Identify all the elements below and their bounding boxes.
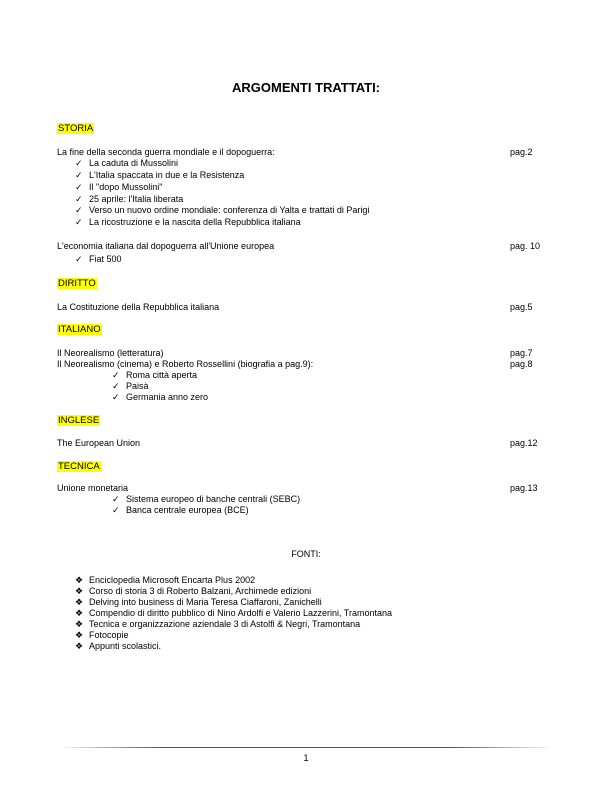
list-item: ❖ Tecnica e organizzazione aziendale 3 di Astolfi & Negri, Tramontana (75, 619, 361, 629)
page-ref: pag. 10 (510, 241, 541, 251)
list-item: ✓ Il "dopo Mussolini" (75, 182, 163, 192)
list-item: ✓ L'Italia spaccata in due e la Resistenza (75, 170, 245, 180)
checkmark-icon: ✓ (112, 381, 120, 391)
page-title: ARGOMENTI TRATTATI: (231, 80, 381, 95)
diamond-bullet-icon: ❖ (75, 597, 84, 607)
page-ref: pag.8 (510, 359, 533, 369)
diamond-bullet-icon: ❖ (75, 586, 84, 596)
topic-text: La fine della seconda guerra mondiale e il dopoguerra: (57, 147, 275, 157)
section-heading-tecnica: TECNICA (58, 461, 100, 472)
list-item: ✓ Roma città aperta (112, 370, 198, 380)
list-item: ❖ Compendio di diritto pubblico di Nino Ardolfi e Valerio Lazzerini, Tramontana (75, 608, 392, 618)
list-item: ✓ Germania anno zero (112, 392, 209, 402)
list-item: ✓ Sistema europeo di banche centrali (SEBC) (112, 494, 301, 504)
topic-text: La Costituzione della Repubblica italiana (57, 302, 220, 312)
page-ref: pag.12 (510, 438, 538, 448)
page-ref: pag.13 (510, 483, 538, 493)
diamond-bullet-icon: ❖ (75, 575, 84, 585)
topic-text: Unione monetaria (57, 483, 129, 493)
checkmark-icon: ✓ (112, 392, 120, 402)
section-heading-inglese: INGLESE (58, 415, 100, 426)
list-item: ✓ La ricostruzione e la nascita della Repubblica italiana (75, 217, 301, 227)
list-item: ❖ Appunti scolastici. (75, 641, 162, 651)
topic-text: L'economia italiana dal dopoguerra all'Unione europea (57, 241, 275, 251)
page-ref: pag.7 (510, 348, 533, 358)
topic-text: Il Neorealismo (cinema) e Roberto Rossellini (biografia a pag.9): (57, 359, 314, 369)
checkmark-icon: ✓ (75, 182, 83, 192)
list-item: ✓ Verso un nuovo ordine mondiale: conferenza di Yalta e trattati di Parigi (75, 205, 370, 215)
section-heading-diritto: DIRITTO (58, 278, 96, 289)
diamond-bullet-icon: ❖ (75, 619, 84, 629)
list-item: ❖ Enciclopedia Microsoft Encarta Plus 2002 (75, 575, 256, 585)
list-item: ✓ Banca centrale europea (BCE) (112, 505, 249, 515)
topic-text: The European Union (57, 438, 141, 448)
page-ref: pag.5 (510, 302, 533, 312)
diamond-bullet-icon: ❖ (75, 630, 84, 640)
checkmark-icon: ✓ (75, 205, 83, 215)
list-item: ✓ Paisà (112, 381, 149, 391)
diamond-bullet-icon: ❖ (75, 641, 84, 651)
page-ref: pag.2 (510, 147, 533, 157)
list-item: ❖ Corso di storia 3 di Roberto Balzani, Archimede edizioni (75, 586, 312, 596)
list-item: ✓ La caduta di Mussolini (75, 158, 179, 168)
list-item: ❖ Fotocopie (75, 630, 129, 640)
checkmark-icon: ✓ (75, 170, 83, 180)
topic-text: Il Neorealismo (letteratura) (57, 348, 164, 358)
list-item: ✓ 25 aprile: l'Italia liberata (75, 194, 184, 204)
checkmark-icon: ✓ (112, 505, 120, 515)
sources-heading: FONTI: (291, 549, 321, 559)
footer-divider (64, 747, 548, 748)
checkmark-icon: ✓ (112, 370, 120, 380)
list-item: ✓ Fiat 500 (75, 254, 122, 264)
diamond-bullet-icon: ❖ (75, 608, 84, 618)
checkmark-icon: ✓ (112, 494, 120, 504)
checkmark-icon: ✓ (75, 217, 83, 227)
checkmark-icon: ✓ (75, 158, 83, 168)
section-heading-italiano: ITALIANO (58, 324, 101, 335)
checkmark-icon: ✓ (75, 194, 83, 204)
checkmark-icon: ✓ (75, 254, 83, 264)
section-heading-storia: STORIA (58, 123, 94, 134)
page-number: 1 (303, 753, 309, 763)
list-item: ❖ Delving into business di Maria Teresa Ciaffaroni, Zanichelli (75, 597, 322, 607)
